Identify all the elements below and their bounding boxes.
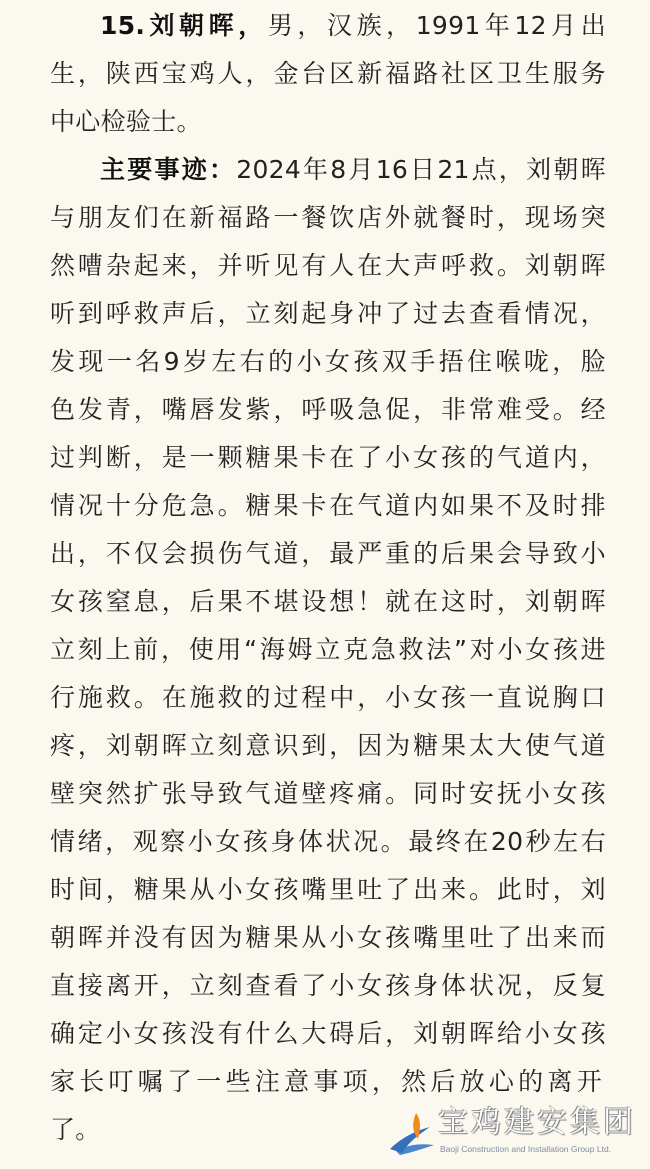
paragraph-line: 确定小女孩没有什么大碍后，刘朝晖给小女孩 <box>50 1019 606 1048</box>
paragraph-line: 与朋友们在新福路一餐饮店外就餐时，现场突 <box>50 203 606 232</box>
paragraph-line: 情绪，观察小女孩身体状况。最终在20秒左右 <box>50 827 606 856</box>
baoji-jianan-logo-icon <box>386 1109 436 1157</box>
paragraph-line: 壁突然扩张导致气道壁疼痛。同时安抚小女孩 <box>50 779 606 808</box>
person-number-name: 15.刘朝晖， <box>100 11 268 40</box>
paragraph-line: 情况十分危急。糖果卡在气道内如果不及时排 <box>50 491 606 520</box>
paragraph-line: 时间，糖果从小女孩嘴里吐了出来。此时，刘 <box>50 875 606 904</box>
paragraph-line: 中心检验士。 <box>50 107 202 136</box>
paragraph-line: 听到呼救声后，立刻起身冲了过去查看情况， <box>50 299 606 328</box>
paragraph-line: 女孩窒息，后果不堪设想！就在这时，刘朝晖 <box>50 587 606 616</box>
paragraph-line: 生，陕西宝鸡人，金台区新福路社区卫生服务 <box>50 59 606 88</box>
paragraph-line: 了。 <box>50 1115 101 1144</box>
paragraph-line: 家长叮嘱了一些注意事项，然后放心的离开 <box>50 1067 602 1096</box>
deeds-label: 主要事迹： <box>100 155 237 184</box>
deeds-lead-line <box>100 150 606 190</box>
paragraph-line: 出，不仅会损伤气道，最严重的后果会导致小 <box>50 539 606 568</box>
watermark-company-name: 宝鸡建安集团 <box>438 1105 636 1140</box>
paragraph-line: 疼，刘朝晖立刻意识到，因为糖果太大使气道 <box>50 731 606 760</box>
person-heading-rest: 男，汉族，1991年12月出 <box>267 11 606 40</box>
paragraph-line: 直接离开，立刻查看了小女孩身体状况，反复 <box>50 971 606 1000</box>
paragraph-line: 朝晖并没有因为糖果从小女孩嘴里吐了出来而 <box>50 923 606 952</box>
watermark-company-english: Baoji Construction and Installation Group Ltd. <box>440 1144 612 1154</box>
paragraph-line: 立刻上前，使用“海姆立克急救法”对小女孩进 <box>50 635 606 664</box>
deeds-lead-rest: 2024年8月16日21点，刘朝晖 <box>236 155 606 184</box>
paragraph-line: 色发青，嘴唇发紫，呼吸急促，非常难受。经 <box>50 395 606 424</box>
paragraph-line: 过判断，是一颗糖果卡在了小女孩的气道内， <box>50 443 606 472</box>
person-heading-line <box>100 6 606 46</box>
company-watermark <box>386 1103 644 1161</box>
paragraph-line: 然嘈杂起来，并听见有人在大声呼救。刘朝晖 <box>50 251 606 280</box>
paragraph-line: 发现一名9岁左右的小女孩双手捂住喉咙，脸 <box>50 347 606 376</box>
paragraph-line: 行施救。在施救的过程中，小女孩一直说胸口 <box>50 683 606 712</box>
